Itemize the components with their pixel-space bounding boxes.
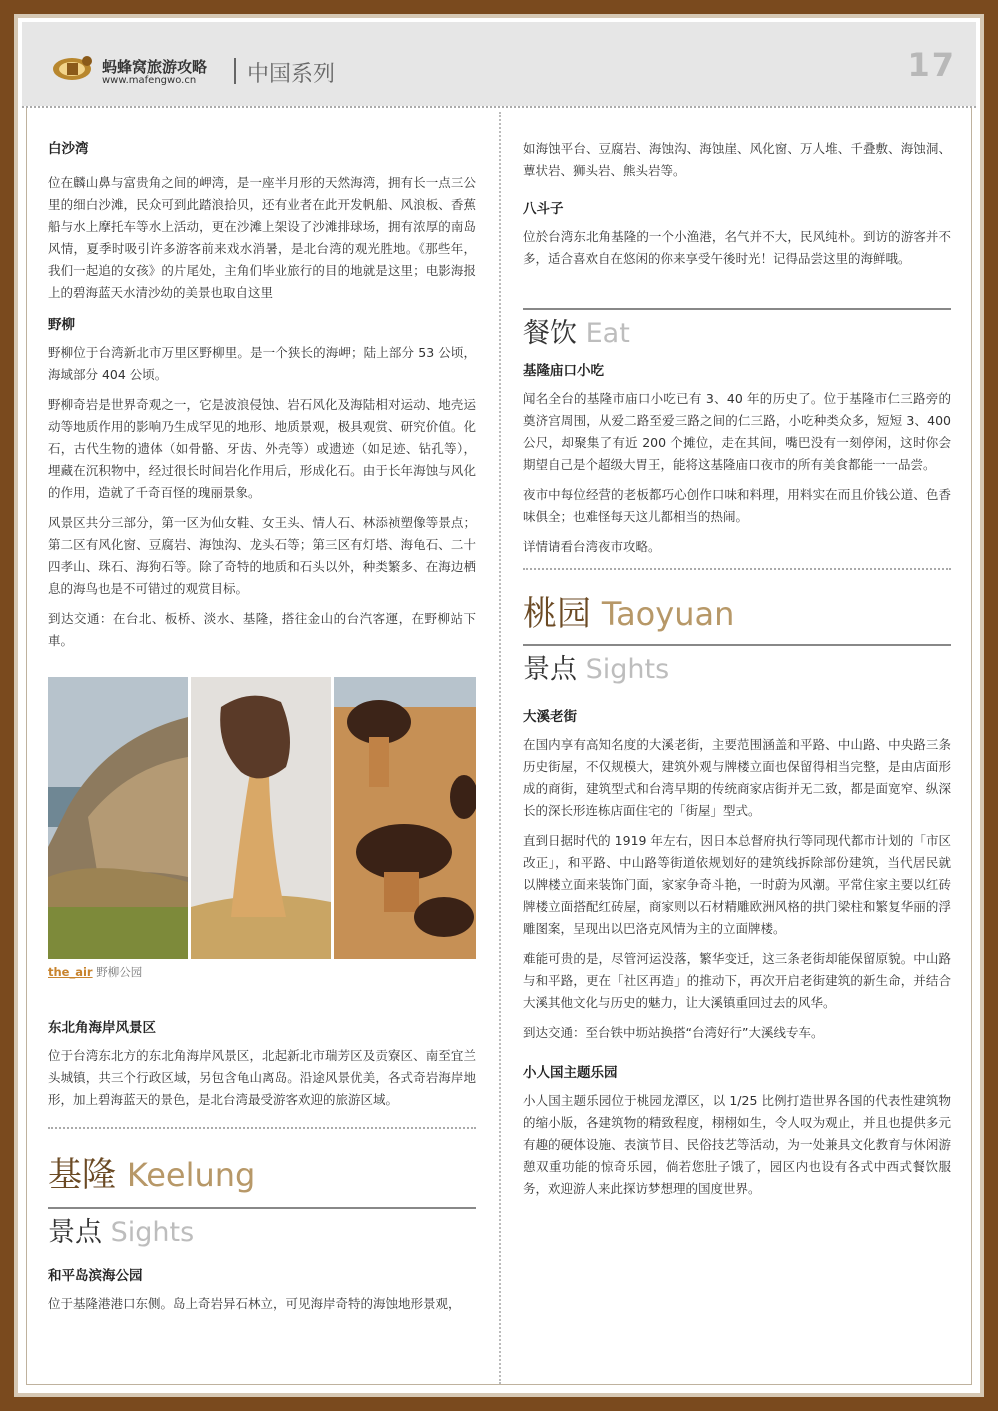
section-title-xiaorenguo: 小人国主题乐园 [523,1065,618,1081]
paragraph: 野柳奇岩是世界奇观之一，它是波浪侵蚀、岩石风化及海陆相对运动、地壳运动等地质作用的影响乃生成罕见的地形、地质景观，极具观赏、研究价值。化石，古代生物的遗体（如骨骼、牙齿、外壳等）或遗迹（如足迹、钻孔等），埋藏在沉积物中，经过很长时间岩化作用后，形成化石。由于长年海蚀与风化的作用，造就了千奇百怪的瑰丽景象。 [48,397,476,500]
yeliu-photo-strip [48,677,476,959]
header-separator [234,58,236,84]
coast-photo [48,677,188,959]
region-heading-en: Keelung [126,1156,256,1194]
subheading-sights [523,644,951,688]
section-title-daxi: 大溪老街 [523,709,577,725]
mushroom-rock-photo [334,677,476,959]
caption-user-link[interactable]: the_air [48,965,93,979]
paragraph: 直到日据时代的 1919 年左右，因日本总督府执行等同现代都市计划的「市区改正」，和平路、中山路等街道依规划好的建筑线拆除部份建筑，当代居民就以牌楼立面来装饰门面，家家争奇斗艳，一时蔚为风潮。平常住家主要以红砖牌楼立面搭配红砖屋，商家则以石材精雕欧洲风格的拱门梁柱和繁复华丽的浮雕图案，呈现出以巴洛克风情为主的立面牌楼。 [523,833,951,936]
region-heading-cn: 基隆 [48,1155,116,1195]
brand-name: 蚂蜂窝旅游攻略 [102,58,208,76]
section-title-baishawan: 白沙湾 [48,141,89,157]
paragraph: 到达交通：至台铁中坜站换搭“台湾好行”大溪线专车。 [523,1025,824,1040]
section-title-badouzi: 八斗子 [523,201,564,217]
paragraph: 风景区共分三部分，第一区为仙女鞋、女王头、情人石、林添祯塑像等景点；第二区有风化窗、豆腐岩、海蚀沟、龙头石等；第三区有灯塔、海龟石、二十四孝山、珠石、海狗石等。除了奇特的地质和石头以外，种类繁多、在海边栖息的海鸟也是不可错过的观赏目标。 [48,515,476,596]
region-heading-taoyuan [523,594,951,634]
page-number: 17 [907,46,956,84]
brand-url: www.mafengwo.cn [102,75,197,86]
queens-head-photo [191,677,331,959]
paragraph: 位于基隆港港口东侧。岛上奇岩异石林立，可见海岸奇特的海蚀地形景观， [48,1296,461,1311]
column-divider [499,112,501,1384]
dotted-divider [523,568,951,570]
right-column [523,138,951,1208]
paragraph: 到达交通：在台北、板桥、淡水、基隆，搭往金山的台汽客運，在野柳站下車。 [48,611,476,648]
left-column-upper [48,138,476,660]
series-title: 中国系列 [247,62,336,87]
dotted-divider [48,1127,476,1129]
subheading-sights [48,1207,476,1251]
subheading-en: Sights [110,1217,195,1248]
paragraph: 小人国主题乐园位于桃园龙潭区，以 1/25 比例打造世界各国的代表性建筑物的缩小版，各建筑物的精致程度，栩栩如生，令人叹为观止，并且也提供多元有趣的硬体设施、表演节目、民俗技艺等活动，为一处兼具文化教育与休闲游憩双重功能的惊奇乐园，倘若您肚子饿了，园区内也设有各式中西式餐饮服务，欢迎游人来此探访梦想理的国度世界。 [523,1093,951,1196]
section-title-heping: 和平岛滨海公园 [48,1268,143,1284]
paragraph: 位于台湾东北方的东北角海岸风景区，北起新北市瑞芳区及贡寮区、南至宜兰头城镇，共三个行政区域，另包含龟山离岛。沿途风景优美，各式奇岩海岸地形，加上碧海蓝天的景色，是北台湾最受游客欢迎的旅游区域。 [48,1048,476,1107]
section-title-yeliu: 野柳 [48,317,75,333]
section-title-miaokou: 基隆庙口小吃 [523,363,604,379]
subheading-cn: 景点 [523,654,577,685]
subheading-eat [523,308,951,352]
paragraph: 野柳位于台湾新北市万里区野柳里。是一个狭长的海岬；陆上部分 53 公顷，海域部分 404 公顷。 [48,345,476,382]
region-heading-keelung [48,1155,476,1195]
paragraph: 位在麟山鼻与富贵角之间的岬湾，是一座半月形的天然海湾，拥有长一点三公里的细白沙滩，民众可到此踏浪拾贝，还有业者在此开发帆船、风浪板、香蕉船与水上摩托车等水上活动，更在沙滩上架设了沙滩排球场，拥有浓厚的南岛风情，夏季时吸引许多游客前来戏水消暑，是北台湾的观光胜地。《那些年，我们一起追的女孩》的片尾处，主角们毕业旅行的目的地就是这里；电影海报上的碧海蓝天水清沙幼的美景也取自这里 [48,175,476,300]
paragraph: 在国内享有高知名度的大溪老街，主要范围涵盖和平路、中山路、中央路三条历史街屋，不仅规模大，建筑外观与牌楼立面也保留得相当完整，是由店面形成的商街，建筑型式和台湾早期的传统商家店街并无二致，都是面宽窄、纵深长的深长形连栋店面住宅的「街屋」型式。 [523,737,951,818]
paragraph: 夜市中每位经营的老板都巧心创作口味和料理，用料实在而且价钱公道、色香味俱全；也难怪每天这儿都相当的热闹。 [523,487,951,524]
subheading-cn: 景点 [48,1217,102,1248]
subheading-en: Eat [585,318,630,349]
paragraph: 如海蚀平台、豆腐岩、海蚀沟、海蚀崖、风化窗、万人堆、千叠敷、海蚀洞、蕈状岩、狮头岩、熊头岩等。 [523,141,951,178]
photo-caption [48,964,142,980]
section-title-dongbeijiao: 东北角海岸风景区 [48,1020,156,1036]
paragraph: 详情请看台湾夜市攻略。 [523,539,661,554]
paragraph: 位於台湾东北角基隆的一个小渔港，名气并不大，民风纯朴。到访的游客并不多，适合喜欢自在悠闲的你来享受午後时光！记得品尝这里的海鲜哦。 [523,229,951,266]
region-heading-en: Taoyuan [601,595,735,633]
mafengwo-logo-icon [52,52,96,82]
header-dotted-rule [22,106,976,108]
region-heading-cn: 桃园 [523,594,591,634]
paragraph: 难能可贵的是，尽管河运没落，繁华变迁，这三条老街却能保留原貌。中山路与和平路，更在「社区再造」的推动下，再次开启老街建筑的新生命，并结合大溪其他文化与历史的魅力，让大溪镇重回过去的风华。 [523,951,951,1010]
caption-text: 野柳公园 [96,965,143,979]
subheading-en: Sights [585,654,670,685]
subheading-cn: 餐饮 [523,318,577,349]
left-column-lower [48,1017,476,1323]
paragraph: 闻名全台的基隆市庙口小吃已有 3、40 年的历史了。位于基隆市仁三路旁的奠济宫周围，从爱二路至爱三路之间的仁三路，小吃种类众多，短短 3、400 公尺，却聚集了有近 200 个摊位，走在其间，嘴巴没有一刻停闲，这时你会期望自己是个超级大胃王，能将这基隆庙口夜市的所有美食都能一一品尝。 [523,391,951,472]
page-header [22,22,976,106]
